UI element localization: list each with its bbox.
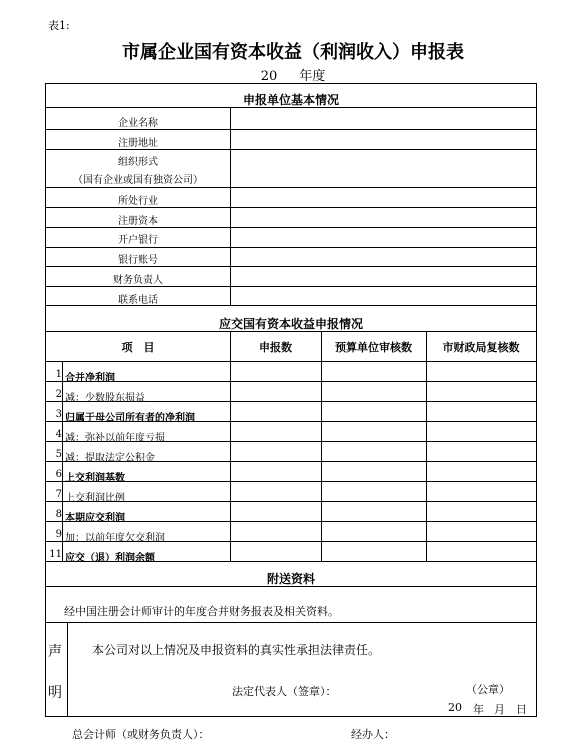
field-label-address: 注册地址	[118, 138, 158, 149]
divider	[67, 622, 68, 717]
divider	[45, 286, 537, 287]
divider	[45, 481, 537, 482]
section-basic-info-title: 申报单位基本情况	[242, 93, 339, 107]
row-label: 归属于母公司所有者的净利润	[65, 413, 195, 424]
divider	[426, 331, 427, 561]
divider	[45, 461, 537, 462]
date-day-unit: 日	[516, 703, 527, 716]
row-number: 8	[55, 509, 62, 520]
row-number: 2	[55, 389, 62, 400]
field-label-phone: 联系电话	[118, 295, 158, 306]
divider	[45, 586, 537, 587]
column-header-declared: 申报数	[259, 341, 292, 354]
row-number: 9	[55, 529, 62, 540]
divider	[45, 541, 537, 542]
row-number: 5	[55, 449, 62, 460]
column-header-budget-review: 预算单位审核数	[335, 341, 412, 354]
row-number: 7	[55, 489, 62, 500]
divider	[45, 305, 537, 306]
row-number: 3	[55, 409, 62, 420]
divider	[45, 561, 537, 562]
divider	[45, 149, 537, 150]
row-label: 减：提取法定公积金	[65, 453, 155, 464]
field-label-org-form: 组织形式	[118, 157, 158, 168]
divider	[45, 227, 537, 228]
row-label: 上交利润比例	[65, 493, 125, 504]
field-label-account: 银行账号	[118, 255, 158, 266]
date-month-unit: 月	[494, 703, 505, 716]
declaration-char-1: 声	[48, 644, 62, 660]
section-attachments-title: 附送资料	[266, 572, 315, 586]
row-label: 上交利润基数	[65, 473, 125, 484]
row-number: 1	[55, 369, 62, 380]
divider	[321, 331, 322, 561]
row-number: 11	[49, 549, 62, 560]
year-prefix: 20	[260, 69, 278, 84]
field-label-finance-head: 财务负责人	[113, 275, 163, 286]
divider	[45, 381, 537, 382]
row-label: 加：以前年度欠交利润	[65, 533, 165, 544]
seal-label: （公章）	[466, 683, 510, 696]
legal-rep-label: 法定代表人（签章）：	[232, 685, 337, 698]
row-label: 减：弥补以前年度亏损	[65, 433, 165, 444]
row-number: 6	[55, 469, 62, 480]
row-label: 应交（退）利润余额	[65, 553, 155, 564]
year-suffix: 年度	[299, 69, 326, 84]
handler-label: 经办人：	[351, 728, 395, 741]
divider	[45, 187, 537, 188]
divider	[45, 441, 537, 442]
column-header-item: 项 目	[121, 341, 155, 354]
row-label: 减：少数股东损益	[65, 393, 145, 404]
field-label-capital: 注册资本	[118, 216, 158, 227]
divider	[45, 421, 537, 422]
page-title: 市属企业国有资本收益（利润收入）申报表	[122, 42, 464, 63]
divider	[230, 331, 231, 561]
divider	[45, 207, 537, 208]
field-label-company-name: 企业名称	[118, 118, 158, 129]
divider	[45, 622, 537, 623]
column-header-finance-review: 市财政局复核数	[442, 341, 520, 354]
divider	[45, 501, 537, 502]
divider	[45, 247, 537, 248]
divider	[45, 361, 537, 362]
declaration-char-2: 明	[48, 685, 62, 701]
chief-accountant-label: 总会计师（或财务负责人）：	[72, 728, 210, 741]
row-number: 4	[55, 429, 62, 440]
row-label: 合并净利润	[65, 373, 115, 384]
divider	[45, 107, 537, 108]
divider	[45, 331, 537, 332]
section-revenue-title: 应交国有资本收益申报情况	[218, 317, 363, 331]
row-label: 本期应交利润	[65, 513, 125, 524]
year-line	[0, 65, 586, 84]
table-label: 表1:	[48, 19, 70, 32]
divider	[45, 521, 537, 522]
date-year-unit: 年	[473, 703, 484, 716]
declaration-statement: 本公司对以上情况及申报资料的真实性承担法律责任。	[92, 643, 381, 657]
field-label-bank: 开户银行	[118, 235, 158, 246]
date-year: 20	[448, 701, 462, 714]
field-label-org-form-note: （国有企业或国有独资公司）	[73, 175, 203, 186]
divider	[230, 107, 231, 305]
divider	[45, 266, 537, 267]
field-label-industry: 所处行业	[118, 196, 158, 207]
divider	[45, 129, 537, 130]
attachments-text: 经中国注册会计师审计的年度合并财务报表及相关资料。	[64, 605, 339, 618]
divider	[45, 401, 537, 402]
